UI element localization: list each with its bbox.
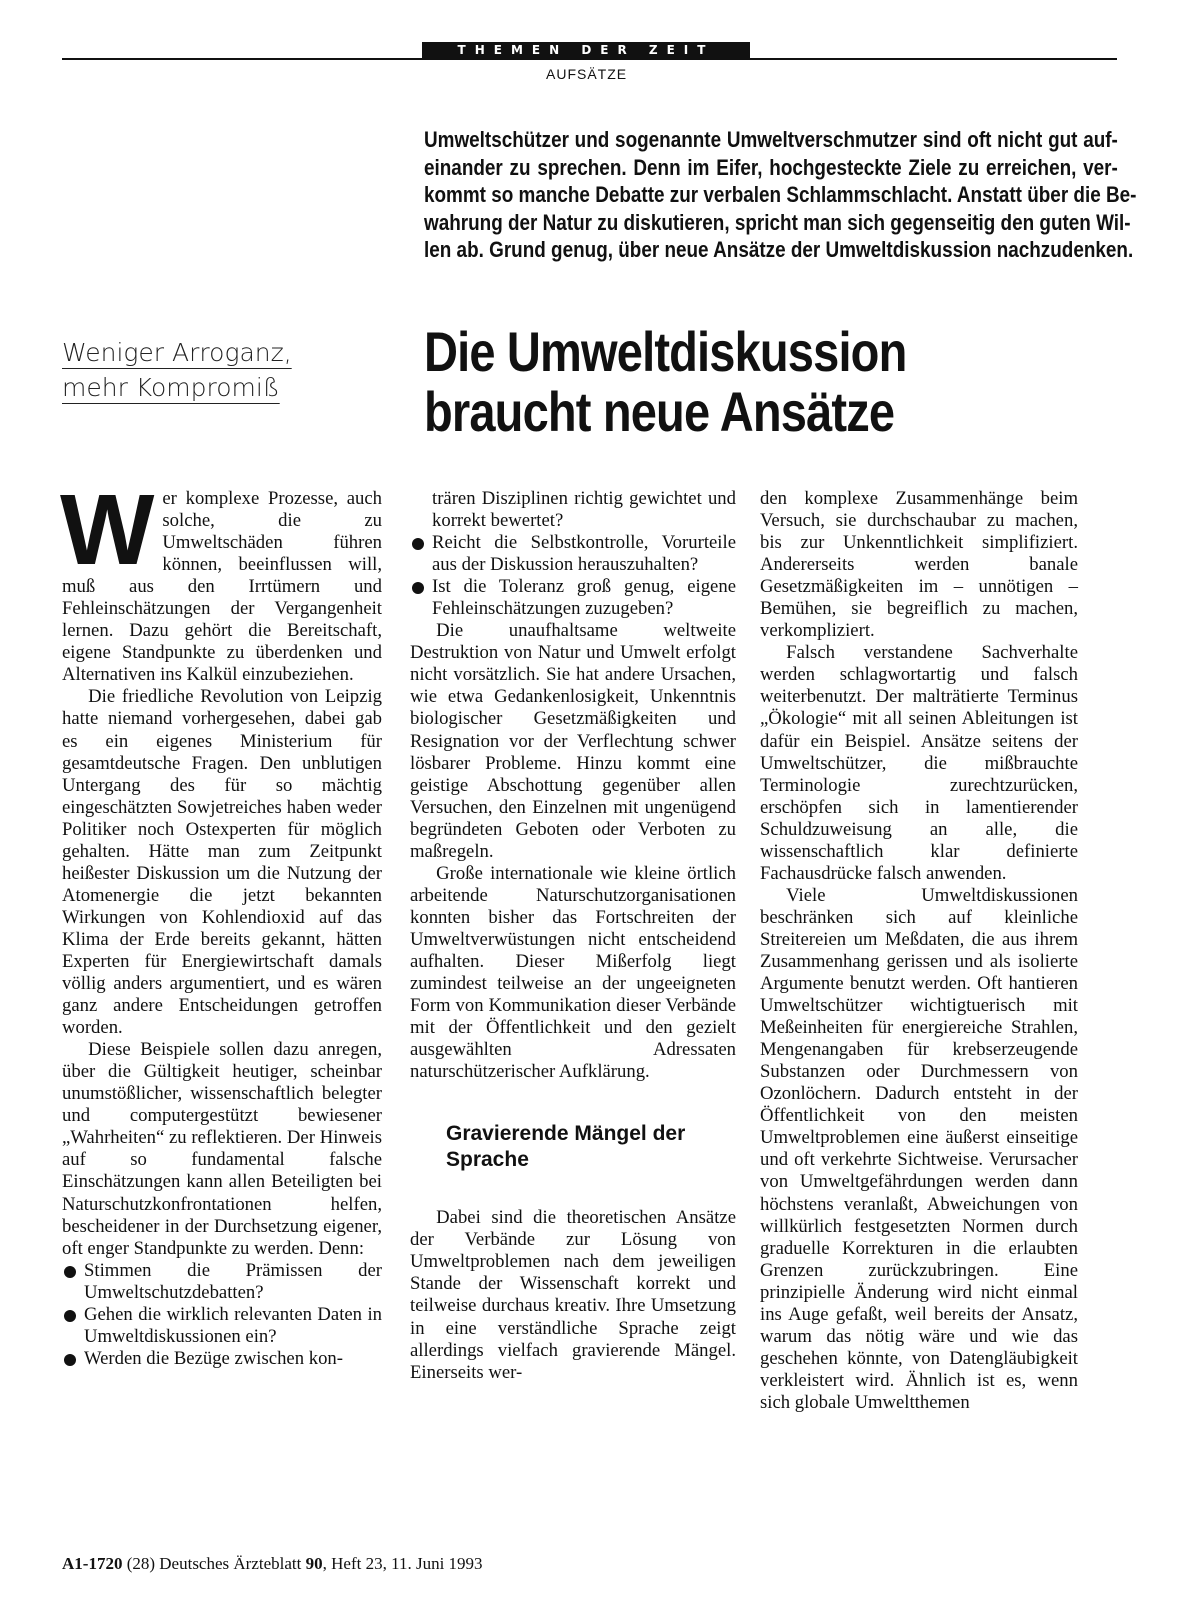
- section-band: THEMEN DER ZEIT: [422, 42, 750, 59]
- paragraph: Diese Beispiele sollen dazu anregen, über die Gültigkeit heutiger, scheinbar unumstößlicher, wissenschaftlich belegter und computergestützt bewiesener „Wahrheiten“ zu reflektieren. Der Hinweis auf so fundamental falsche Einschätzungen kann allen Beteiligten bei Naturschutzkonfrontationen helfen, bescheidener in der Durchsetzung eigener, oft enger Standpunkte zu werden. Denn:: [62, 1039, 382, 1259]
- drop-cap: W: [60, 474, 155, 586]
- paragraph: Große internationale wie kleine örtlich arbeitende Naturschutzorganisationen konnten bisher das Fortschreiten der Umweltverwüstungen nicht entscheidend aufhalten. Dieser Mißerfolg liegt zumindest teilweise an der ungeeigneten Form von Kommunikation dieser Verbände mit der Öffentlichkeit und den gezielt ausgewählten Adressaten naturschützerischer Aufklärung.: [410, 862, 736, 1083]
- footer-issue: , Heft 23, 11. Juni 1993: [322, 1554, 483, 1573]
- footer-journal: (28) Deutsches Ärzteblatt: [126, 1554, 302, 1573]
- paragraph-text: er komplexe Prozesse, auch solche, die zu Umweltschäden führen können, beeinflussen will, muß aus den Irrtümern und Fehleinschätzungen der Vergangenheit lernen. Dazu gehört die Bereitschaft, eigene Standpunkte zu überdenken und Alternativen ins Kalkül einzubeziehen.: [62, 488, 382, 686]
- intro-line: Umweltschützer und sogenannte Umweltverschmutzer sind oft nicht gut auf-: [424, 127, 1118, 152]
- text-column-1: [60, 474, 382, 1370]
- intro-line: wahrung der Natur zu diskutieren, spricht man sich gegenseitig den guten Wil-: [424, 209, 1131, 235]
- paragraph: Falsch verstandene Sachverhalte werden schlagwortartig und falsch weiterbenutzt. Der malträtierte Terminus „Ökologie“ mit all seinen Ableitungen ist dafür ein Beispiel. Ansätze seitens der Umweltschützer, die mißbrauchte Terminologie zurechtzurücken, erschöpfen sich in lamentierender Schuldzuweisung an alle, die wissenschaftlich klar definierte Fachausdrücke falsch anwenden.: [760, 642, 1078, 884]
- paragraph: Die friedliche Revolution von Leipzig hatte niemand vorhergesehen, dabei gab es ein eigenes Ministerium für gesamtdeutsche Fragen. Den unblutigen Untergang des für so mächtig eingeschätzten Sowjetreiches haben weder Politiker noch Ostexperten für möglich gehalten. Hätte man zum Zeitpunkt heißester Diskussion um die Nutzung der Atomenergie die jetzt bekannten Wirkungen von Kohlendioxid auf das Klima der Erde bereits gekannt, hätten Experten für Energiewirtschaft damals völlig anders argumentiert, und es wären ganz andere Entscheidungen getroffen worden.: [62, 686, 382, 1039]
- text-column-2: [410, 488, 736, 1384]
- paragraph: Dabei sind die theoretischen Ansätze der Verbände zur Lösung von Umweltproblemen nach dem jeweiligen Stande der Wissenschaft korrekt und teilweise durchaus kreativ. Ihre Umsetzung in eine verständliche Sprache zeigt allerdings vielfach gravierende Mängel. Einerseits wer-: [410, 1207, 736, 1383]
- headline-line: braucht neue Ansätze: [424, 380, 895, 443]
- paragraph: den komplexe Zusammenhänge beim Versuch, sie durchschaubar zu machen, bis zur Unkenntlichkeit simplifiziert. Andererseits werden banale Gesetzmäßigkeiten im – unnötigen – Bemühen, sie begreiflich zu machen, verkompliziert.: [760, 488, 1078, 642]
- bullet-item: Ist die Toleranz groß genug, eigene Fehleinschätzungen zuzugeben?: [410, 576, 736, 620]
- bullet-item-continued: trären Disziplinen richtig gewichtet und korrekt bewertet?: [432, 488, 736, 532]
- paragraph: Die unaufhaltsame weltweite Destruktion von Natur und Umwelt erfolgt nicht vorsätzlich. Sie hat andere Ursachen, wie etwa Gedankenlosigkeit, Unkenntnis biologischer Gesetzmäßigkeiten und Resignation vor der Verflechtung schwer lösbarer Probleme. Hinzu kommt eine geistige Abschottung gegenüber allen Versuchen, den Einzelnen mit ungenügend begründeten Geboten oder Verboten zu maßregeln.: [410, 620, 736, 862]
- bullet-item: Stimmen die Prämissen der Umweltschutzdebatten?: [62, 1260, 382, 1304]
- kicker: [62, 335, 318, 405]
- page-footer: [62, 1554, 483, 1574]
- footer-volume: 90: [305, 1554, 323, 1573]
- intro-line: kommt so manche Debatte zur verbalen Schlammschlacht. Anstatt über die Be-: [424, 182, 1137, 207]
- headline-line: Die Umweltdiskussion: [424, 320, 907, 383]
- section-subtitle: AUFSÄTZE: [546, 66, 628, 82]
- bullet-item: Gehen die wirklich relevanten Daten in Umweltdiskussionen ein?: [62, 1304, 382, 1348]
- paragraph: [60, 474, 382, 686]
- intro-paragraph: [424, 126, 1137, 264]
- kicker-line: mehr Kompromiß: [62, 373, 280, 402]
- intro-line: einander zu sprechen. Denn im Eifer, hochgesteckte Ziele zu erreichen, ver-: [424, 154, 1118, 180]
- headline: [424, 322, 906, 442]
- intro-line: len ab. Grund genug, über neue Ansätze der Umweltdiskussion nachzudenken.: [424, 237, 1134, 262]
- kicker-line: Weniger Arroganz,: [62, 338, 292, 367]
- bullet-item: Reicht die Selbstkontrolle, Vorurteile aus der Diskussion herauszuhalten?: [410, 532, 736, 576]
- bullet-item: Werden die Bezüge zwischen kon-: [62, 1348, 382, 1370]
- text-column-3: [760, 488, 1078, 1414]
- subheading: Gravierende Mängel der Sprache: [446, 1122, 686, 1172]
- page-code: A1-1720: [62, 1554, 123, 1573]
- paragraph: Viele Umweltdiskussionen beschränken sich auf kleinliche Streitereien um Meßdaten, die aus ihrem Zusammenhang gerissen und als isolierte Argumente benutzt werden. Oft hantieren Umweltschützer wichtigtuerisch mit Meßeinheiten für energiereiche Strahlen, Mengenangaben für krebserzeugende Substanzen oder Durchmessern von Ozonlöchern. Dadurch entsteht in der Öffentlichkeit von den meisten Umweltproblemen eine äußerst einseitige und oft verkehrte Sichtweise. Verursacher von Umweltgefährdungen werden dann höchstens veranlaßt, Abweichungen von willkürlich festgesetzten Normen durch graduelle Korrekturen in die erlaubten Grenzen zurückzubringen. Eine prinzipielle Änderung wird nicht einmal ins Auge gefaßt, weil bereits der Ansatz, warum das nötig wäre und wie das geschehen könnte, von Datengläubigkeit verkleistert wird. Ähnlich ist es, wenn sich globale Umweltthemen: [760, 884, 1078, 1413]
